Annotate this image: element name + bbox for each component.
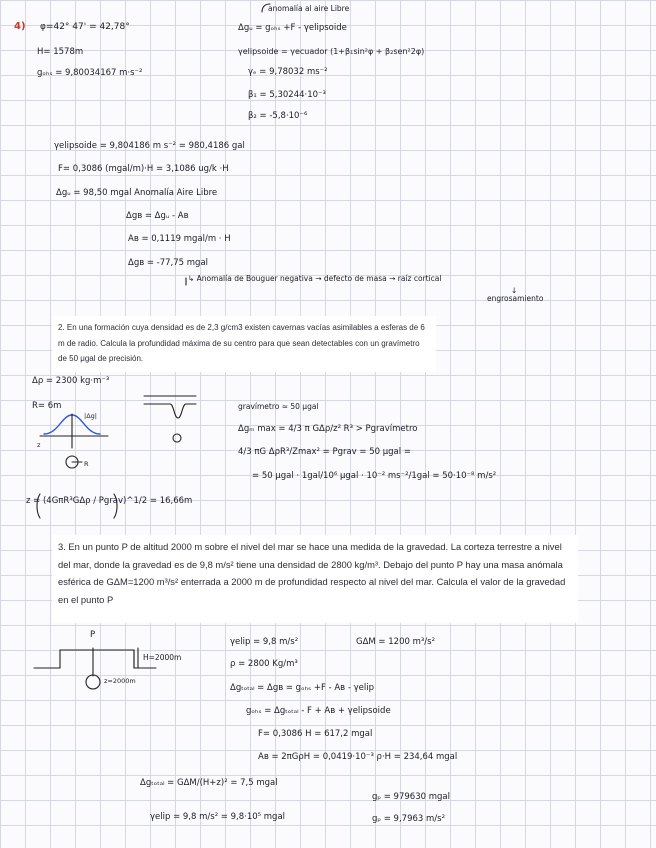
point-p-label: P	[90, 630, 96, 640]
burial-depth-label: z=2000m	[104, 677, 136, 685]
max-depth-result: z = (4GπR³GΔρ / Pgrav)^1/2 = 16,66m	[26, 496, 193, 506]
ellipsoid-gravity-formula: γelipsoide = γecuador (1+β₁sin²φ + β₂sen²2φ)	[238, 47, 425, 56]
max-depth-equation: 4/3 πG ΔρR³/Zmax² = Pgrav = 50 μgal =	[238, 447, 411, 457]
latitude-value: φ=42° 47' = 42,78°	[40, 22, 130, 32]
inverted-anomaly-curve	[144, 404, 196, 418]
unit-conversion: = 50 μgal · 1gal/10⁶ μgal · 10⁻² ms⁻²/1gal = 50·10⁻⁸ m/s²	[252, 471, 497, 481]
observed-gravity-formula: gₒₕₛ = Δgₜₒₜₐₗ - F + Aʙ + γelipsoide	[246, 706, 391, 716]
bouguer-anomaly-value: Δgʙ = -77,75 mgal	[128, 258, 209, 268]
gravity-at-p-mgal: gₚ = 979630 mgal	[372, 792, 450, 802]
bouguer-correction-formula: Aʙ = 0,1119 mgal/m · H	[128, 234, 231, 244]
altitude-label: H=2000m	[143, 653, 182, 662]
total-anomaly-value: Δgₜₒₜₐₗ = GΔM/(H+z)² = 7,5 mgal	[140, 778, 278, 788]
result-right-paren	[114, 494, 117, 518]
problem-2-statement: 2. En una formación cuya densidad es de 2,3 g/cm3 existen cavernas vacías asimilables a esferas de 6 m de radio. Calcula la profundidad máxima de su centro para que sean detectables con un gravímetro de 50 μgal de precisión.	[52, 316, 436, 372]
problem-number: 4)	[14, 21, 26, 32]
bouguer-interpretation-result: engrosamiento	[487, 294, 544, 303]
ellipsoid-gravity-value: γelipsoide = 9,804186 m s⁻² = 980,4186 gal	[54, 141, 245, 151]
free-air-anomaly-formula: Δgᵤ = gₒₕₛ +F - γelipsoide	[238, 23, 347, 33]
density-contrast: Δρ = 2300 kg·m⁻³	[32, 376, 110, 386]
max-anomaly-formula: Δgₘ max = 4/3 π GΔρ/z² R³ > Pgravímetro	[238, 424, 418, 434]
depth-z-label: z	[37, 441, 41, 449]
anomalous-mass-given: GΔM = 1200 m³/s²	[356, 637, 435, 647]
sphere-radius-label: R	[84, 460, 89, 468]
total-anomaly-formula: Δgₜₒₜₐₗ = Δgʙ = gₒₕₛ +F - Aʙ - γelip	[230, 683, 374, 693]
beta2-value: β₂ = -5,8·10⁻⁶	[248, 111, 308, 121]
gravity-at-p-si: gₚ = 9,7963 m/s²	[372, 814, 445, 824]
problem-3-statement: 3. En un punto P de altitud 2000 m sobre el nivel del mar se hace una medida de la gravedad. La corteza terrestre a nivel del mar, donde la gravedad es de 9,8 m/s² tiene una densidad de 2800 kg/m³. Debajo del punto P hay una masa anómala esférica de GΔM=1200 m³/s² enterrada a 2000 m de profundidad respecto al nivel del mar. Calcula el valor de la gravedad en el punto P	[52, 535, 578, 623]
crust-density-given: ρ = 2800 Kg/m³	[230, 659, 298, 669]
ellipsoid-gravity-given: γelip = 9,8 m/s²	[230, 637, 299, 647]
free-air-correction: F= 0,3086 (mgal/m)·H = 3,1086 ug/k ·H	[58, 164, 229, 174]
anomaly-note: anomalía al aire Libre	[268, 4, 350, 13]
free-air-correction-value: F= 0,3086 H = 617,2 mgal	[258, 729, 373, 739]
bouguer-anomaly-formula: Δgʙ = Δgᵤ - Aʙ	[126, 211, 189, 221]
gobs-value: gₒₕₛ = 9,80034167 m·s⁻²	[37, 68, 143, 78]
dg-axis-label: |Δg|	[84, 412, 97, 420]
bouguer-interpretation: ↳ Anomalía de Bouguer negativa → defecto de masa → raíz cortical	[188, 274, 442, 283]
anomaly-note-arrow	[262, 4, 270, 12]
gamma-equator-value: γₑ = 9,78032 ms⁻²	[248, 67, 328, 77]
height-value: H= 1578m	[37, 47, 84, 57]
bouguer-interpretation-arrow: ↓	[511, 286, 518, 295]
radius-value: R= 6m	[32, 401, 62, 411]
result-left-paren	[37, 494, 40, 518]
ellipsoid-gravity-converted: γelip = 9,8 m/s² = 9,8·10⁵ mgal	[150, 812, 286, 822]
free-air-anomaly-value: Δgᵤ = 98,50 mgal Anomalía Aire Libre	[56, 188, 218, 198]
anomalous-mass-sphere	[86, 675, 100, 689]
cavity-sphere-right	[173, 434, 181, 442]
bouguer-correction-value: Aʙ = 2πGρH = 0,0419·10⁻³ ρ·H = 234,64 mgal	[258, 752, 458, 762]
beta1-value: β₁ = 5,30244·10⁻³	[248, 90, 326, 100]
gravimeter-precision: gravímetro ≈ 50 μgal	[238, 402, 319, 411]
